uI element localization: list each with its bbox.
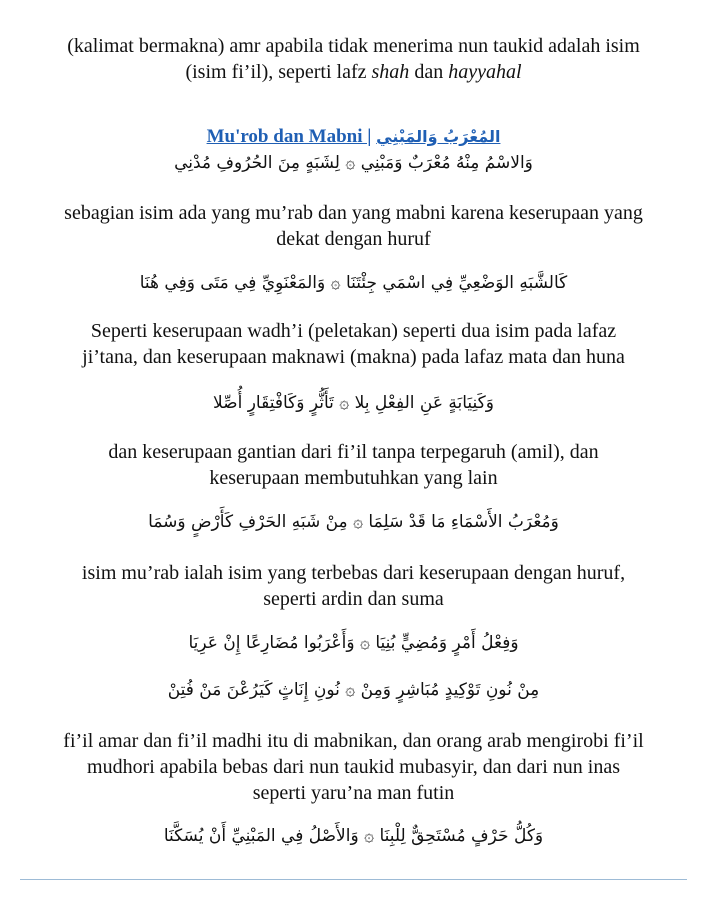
translation-4-line-1: isim mu’rab ialah isim yang terbebas dari keserupaan dengan huruf, — [81, 562, 626, 584]
translation-2 — [20, 318, 687, 370]
translation-3-line-1: dan keserupaan gantian dari fi’il tanpa terpegaruh (amil), dan — [108, 441, 599, 463]
arabic-verse-2: كَالشَّبَهِ الوَضْعِيِّ فِي اسْمَي جِئْتَنَا ۞ وَالمَعْنَوِيِّ فِي مَتَى وَفِي هُنَا — [139, 273, 568, 293]
intro-line-2-text: (isim fi’il), seperti lafz — [185, 61, 372, 83]
translation-1-line-2: dekat dengan huruf — [276, 228, 431, 250]
section-heading[interactable] — [20, 125, 687, 149]
page-bottom-divider — [20, 879, 687, 880]
arabic-verse-6: مِنْ نُونِ تَوْكِيدٍ مُبَاشِرٍ وَمِنْ ۞ نُونِ إِنَاثٍ كَيَرُعْنَ مَنْ فُتِنْ — [167, 680, 540, 700]
arabic-verse-3: وَكَنِيَابَةٍ عَنِ الفِعْلِ بِلا ۞ تَأَثُّرٍ وَكَافْتِقَارٍ أُصِّلا — [213, 393, 494, 413]
translation-1-line-1: sebagian isim ada yang mu’rab dan yang mabni karena keserupaan yang — [64, 202, 643, 224]
intro-line-2 — [20, 59, 687, 85]
translation-1 — [20, 200, 687, 252]
translation-5-line-1: fi’il amar dan fi’il madhi itu di mabnikan, dan orang arab mengirobi fi’il — [63, 730, 644, 752]
translation-5 — [20, 728, 687, 806]
translation-3-line-2: keserupaan membutuhkan yang lain — [209, 467, 498, 489]
intro-paragraph — [20, 33, 687, 85]
arabic-verse-1: وَالاسْمُ مِنْهُ مُعْرَبٌ وَمَبْنِي ۞ لِشَبَهٍ مِنَ الحُرُوفِ مُدْنِي — [174, 153, 533, 173]
intro-line-1: (kalimat bermakna) amr apabila tidak menerima nun taukid adalah isim — [67, 35, 640, 57]
arabic-verse-7: وَكُلُّ حَرْفٍ مُسْتَحِقٌّ لِلْبِنَا ۞ وَالأَصْلُ فِي المَبْنِيِّ أَنْ يُسَكَّنَا — [163, 826, 544, 846]
heading-latin[interactable]: Mu'rob dan Mabni | — [206, 126, 372, 147]
intro-italic-shah: shah — [371, 61, 410, 83]
heading-arabic[interactable]: المُعْرَبُ وَالمَبْنِي — [376, 127, 501, 146]
translation-2-line-2: ji’tana, dan keserupaan maknawi (makna) pada lafaz mata dan huna — [82, 346, 625, 368]
translation-2-line-1: Seperti keserupaan wadh’i (peletakan) seperti dua isim pada lafaz — [90, 320, 617, 342]
translation-4-line-2: seperti ardin dan suma — [263, 588, 444, 610]
translation-5-line-2: mudhori apabila bebas dari nun taukid mubasyir, dan dari nun inas — [87, 756, 620, 778]
translation-5-line-3: seperti yaru’na man futin — [252, 782, 455, 804]
translation-3 — [20, 439, 687, 491]
arabic-verse-5: وَفِعْلُ أَمْرٍ وَمُضِيٍّ بُنِيَا ۞ وَأَعْرَبُوا مُضَارِعًا إِنْ عَرِيَا — [188, 633, 519, 653]
arabic-verse-4: وَمُعْرَبُ الأَسْمَاءِ مَا قَدْ سَلِمَا ۞ مِنْ شَبَهِ الحَرْفِ كَأَرْضٍ وَسُمَا — [148, 512, 559, 532]
intro-line-2-mid: dan — [409, 61, 449, 83]
translation-4 — [20, 560, 687, 612]
intro-italic-hayyahal: hayyahal — [448, 61, 522, 83]
